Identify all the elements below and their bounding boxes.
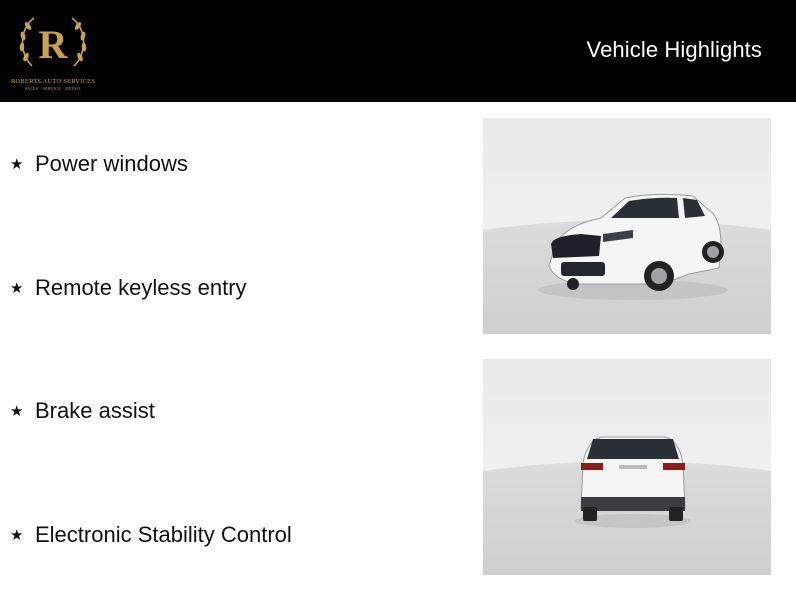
feature-label: Brake assist: [35, 398, 155, 423]
feature-item-brake-assist: [10, 396, 155, 426]
vehicle-photo-front[interactable]: [483, 118, 771, 334]
brand-logo[interactable]: [8, 6, 98, 94]
header-bar: [0, 0, 796, 102]
star-icon: ★: [10, 280, 24, 297]
brand-tagline: SALES · SERVICE · DETAIL: [24, 86, 82, 91]
feature-label: Electronic Stability Control: [35, 522, 292, 547]
brand-name: ROBERTS AUTO SERVICES: [10, 78, 96, 85]
feature-item-remote-keyless-entry: [10, 273, 247, 303]
star-icon: ★: [10, 403, 24, 420]
feature-list: [0, 102, 470, 597]
feature-item-electronic-stability-control: [10, 520, 292, 550]
suv-front-three-quarter-image: [483, 118, 771, 334]
feature-label: Remote keyless entry: [35, 275, 247, 300]
page-title: Vehicle Highlights: [586, 37, 762, 62]
feature-label: Power windows: [35, 151, 188, 176]
suv-rear-image: [483, 359, 771, 575]
feature-item-power-windows: [10, 149, 188, 179]
star-icon: ★: [10, 527, 24, 544]
logo-letter: R: [38, 22, 68, 67]
vehicle-photo-rear[interactable]: [483, 359, 771, 575]
star-icon: ★: [10, 156, 24, 173]
